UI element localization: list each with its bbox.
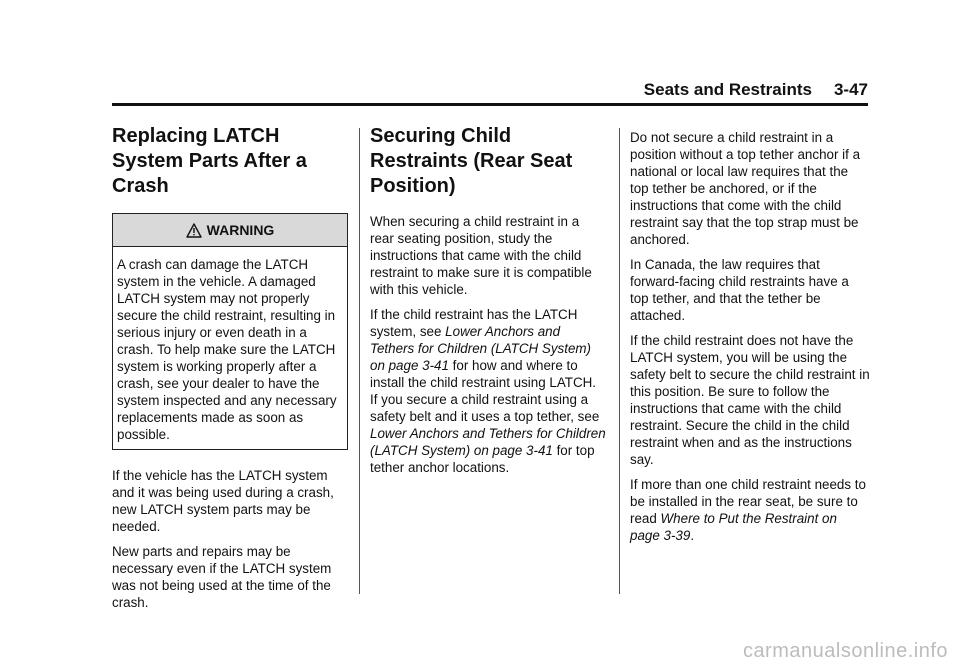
cross-reference-link[interactable]: Where to Put the Restraint on page 3-39 bbox=[630, 511, 837, 543]
warning-header bbox=[113, 214, 347, 247]
warning-label: WARNING bbox=[206, 221, 275, 238]
heading-replacing-latch: Replacing LATCH System Parts After a Crash bbox=[112, 125, 307, 197]
text-run: for top tether anchor locations. bbox=[370, 443, 595, 475]
text-run: If more than one child restraint needs to be installed in the rear seat, be sure to read bbox=[630, 477, 866, 526]
page-number: 3-47 bbox=[833, 80, 868, 99]
column-left bbox=[112, 124, 348, 619]
paragraph: If the child restraint does not have the LATCH system, you will be using the safety belt to secure the child restraint in this position. Be sure to follow the instructions that came with the child restraint. Secure the child in the child restraint when and as the instructions say. bbox=[630, 333, 870, 467]
heading-securing-child-restraints: Securing Child Restraints (Rear Seat Position) bbox=[370, 125, 573, 197]
watermark: carmanualsonline.info bbox=[742, 640, 948, 662]
column-divider bbox=[619, 128, 620, 594]
column-divider bbox=[359, 128, 360, 594]
paragraph: New parts and repairs may be necessary even if the LATCH system was not being used at the time of the crash. bbox=[112, 544, 332, 610]
header-title bbox=[644, 80, 868, 100]
cross-reference-link[interactable]: Lower Anchors and Tethers for Children (LATCH System) on page 3-41 bbox=[370, 324, 592, 373]
text-run: for how and where to install the child restraint using LATCH. If you secure a child restraint using a safety belt and it uses a top tether, see bbox=[370, 358, 600, 424]
warning-triangle-icon bbox=[186, 223, 202, 238]
page-header bbox=[112, 80, 868, 104]
warning-text: A crash can damage the LATCH system in the vehicle. A damaged LATCH system may not properly secure the child restraint, resulting in serious injury or even death in a crash. To help make sure the LATCH system is working properly after a crash, see your dealer to have the system inspected and any necessary replacements made as soon as possible. bbox=[117, 257, 337, 442]
paragraph bbox=[630, 476, 870, 544]
text-run: . bbox=[690, 528, 695, 543]
paragraph: In Canada, the law requires that forward-facing child restraints have a top tether, and that the tether be attached. bbox=[630, 257, 849, 323]
text-run: If the child restraint has the LATCH system, see bbox=[370, 307, 578, 339]
paragraph: When securing a child restraint in a rear seating position, study the instructions that came with the child restraint to make sure it is compatible with this vehicle. bbox=[370, 214, 592, 297]
paragraph: Do not secure a child restraint in a position without a top tether anchor if a national or local law requires that the top tether be anchored, or if the instructions that come with the child restraint say that the top strap must be anchored. bbox=[630, 130, 861, 247]
cross-reference-link[interactable]: Lower Anchors and Tethers for Children (LATCH System) on page 3-41 bbox=[370, 426, 606, 458]
section-title: Seats and Restraints bbox=[643, 80, 812, 99]
header-rule bbox=[112, 103, 868, 106]
paragraph bbox=[370, 306, 606, 476]
warning-box bbox=[112, 213, 348, 450]
column-right bbox=[630, 129, 870, 552]
column-middle bbox=[370, 124, 606, 484]
paragraph: If the vehicle has the LATCH system and it was being used during a crash, new LATCH system parts may be needed. bbox=[112, 468, 334, 534]
